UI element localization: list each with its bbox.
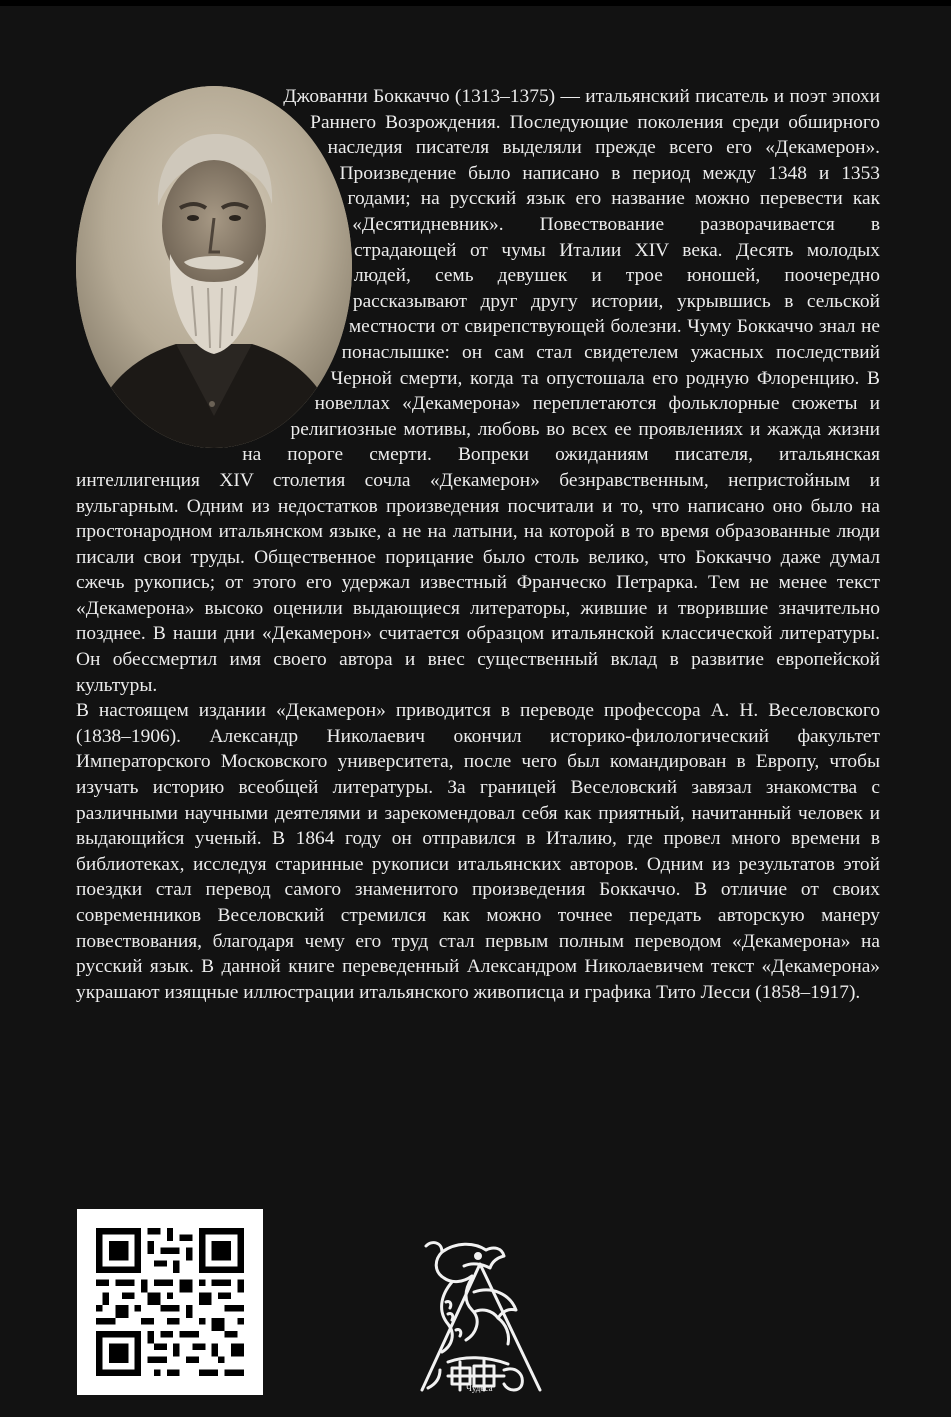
- svg-text:Чудеса: Чудеса: [466, 1383, 493, 1393]
- qr-code[interactable]: [77, 1209, 263, 1395]
- annotation-text: [76, 84, 880, 1005]
- portrait-photo: [76, 86, 352, 448]
- qr-code-icon: [77, 1209, 263, 1395]
- publisher-logo: [412, 1238, 548, 1396]
- paragraph-about-translator: В настоящем издании «Декамерон» приводится в переводе профессора А. Н. Веселовского (1838–1906). Александр Николаевич окончил историко-филологический факультет Императорского Московского университета, после чего был командирован в Европу, чтобы изучать историю всеобщей литературы. За границей Веселовский завязал знакомства с различными научными деятелями и зарекомендовал себя как приятный, начитанный человек и выдающийся ученый. В 1864 году он отправился в Италию, где провел много времени в библиотеках, исследуя старинные рукописи итальянских авторов. Одним из результатов этой поездки стал перевод самого знаменитого произведения Боккаччо. В отличие от своих современников Веселовский стремился как можно точнее передать авторскую манеру повествования, благодаря чему его труд стал первым полным переводом «Декамерона» на русский язык. В данной книге переведенный Александром Николаевичем текст «Декамерона» украшают изящные иллюстрации итальянского живописца и графика Тито Лесси (1858–1917).: [76, 700, 880, 1003]
- publisher-dragon-logo-icon: [412, 1238, 548, 1396]
- paragraph-about-author: Джованни Боккаччо (1313–1375) — итальянский писатель и поэт эпохи Раннего Возрождения. Последующие поколения среди обширного наследия писателя выделяли прежде всего его «Декамерон». Произведение было написано в период между 1348 и 1353 годами; на русский язык его название можно перевести как «Десятидневник». Повествование разворачивается в страдающей от чумы Италии XIV века. Десять молодых людей, семь девушек и трое юношей, поочередно рассказывают друг другу истории, укрывшись в сельской местности от свирепствующей болезни. Чуму Боккаччо знал не понаслышке: он сам стал свидетелем ужасных последствий Черной смерти, когда та опустошала его родную Флоренцию. В новеллах «Декамерона» переплетаются фольклорные сюжеты и религиозные мотивы, любовь во всех ее проявлениях и жажда жизни на пороге смерти. Вопреки ожиданиям писателя, итальянская интеллигенция XIV столетия сочла «Декамерон» безнравственным, непристойным и вульгарным. Одним из недостатков произведения посчитали и то, что написано оно было на простонародном итальянском языке, а не на латыни, на которой в то время образованные люди писали свои труды. Общественное порицание было столь велико, что Боккаччо даже думал сжечь рукопись; от этого его удержал известный Франческо Петрарка. Тем не менее текст «Декамерона» высоко оценили выдающиеся литераторы, жившие и творившие значительно позднее. В наши дни «Декамерон» считается образцом итальянской классической литературы. Он обессмертил имя своего автора и внес существенный вклад в развитие европейской культуры.: [76, 86, 880, 696]
- portrait-illustration-icon: [76, 86, 352, 448]
